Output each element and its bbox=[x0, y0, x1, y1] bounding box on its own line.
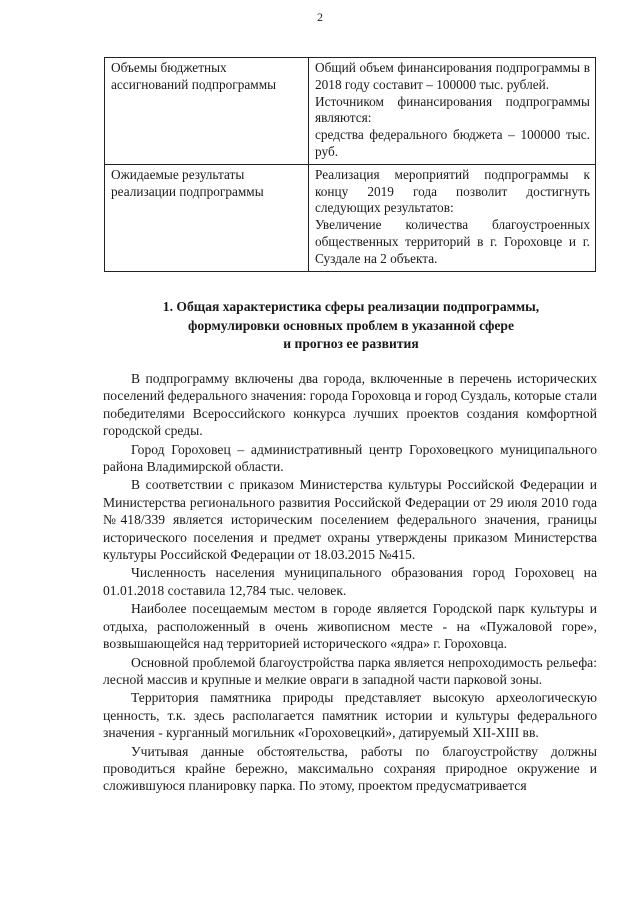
funding-source-text: Источником финансирования подпрограммы являются: bbox=[315, 93, 590, 126]
table-row bbox=[105, 164, 596, 271]
paragraph-park-problem: Основной проблемой благоустройства парка является непроходимость рельефа: лесной массив и крупные и мелкие овраги в западной части парковой зоны. bbox=[103, 654, 597, 687]
paragraph-careful-works: Учитывая данные обстоятельства, работы по благоустройству должны проводиться крайне бережно, максимально сохраняя природное окружение и сложившуюся планировку парка. По этому, проектом предусматривается bbox=[103, 743, 597, 794]
section-heading bbox=[104, 298, 598, 354]
table-row bbox=[105, 58, 596, 165]
section-heading-line: формулировки основных проблем в указанной сфере bbox=[187, 317, 515, 333]
section-body bbox=[103, 370, 597, 795]
section-heading-line: и прогноз ее развития bbox=[283, 336, 419, 351]
expected-results-value bbox=[309, 164, 596, 271]
page-number: 2 bbox=[317, 10, 323, 24]
results-intro-text: Реализация мероприятий подпрограммы к концу 2019 года позволит достигнуть следующих результатов: bbox=[315, 166, 590, 216]
section-heading-line: 1. Общая характеристика сферы реализации подпрограммы, bbox=[162, 299, 540, 314]
paragraph-gorokhovets-center: Город Гороховец – административный центр Гороховецкого муниципального района Владимирской области. bbox=[103, 441, 597, 475]
budget-allocations-value bbox=[309, 58, 596, 165]
paragraph-city-park: Наиболее посещаемым местом в городе является Городской парк культуры и отдыха, расположенный в очень живописном месте - на «Пужаловой горе», возвышающейся над территорией исторического «ядра» г. Гороховца. bbox=[103, 601, 597, 652]
paragraph-population: Численность населения муниципального образования город Гороховец на 01.01.2018 составила 12,784 тыс. человек. bbox=[103, 565, 597, 598]
budget-total-text: Общий объем финансирования подпрограммы в 2018 году составит – 100000 тыс. рублей. bbox=[315, 60, 590, 92]
results-detail-text: Увеличение количества благоустроенных общественных территорий в г. Гороховце и г. Суздале на 2 объекта. bbox=[315, 217, 590, 266]
subprogram-passport-table bbox=[104, 57, 596, 272]
paragraph-historic-settlement: В соответствии с приказом Министерства культуры Российской Федерации и Министерства регионального развития Российской Федерации от 29 июля 2010 года №418/339 является историческим поселением федерального значения, границы исторического поселения и предмет охраны утверждены приказом Министерства культуры Российской Федерации от 18.03.2015 №415. bbox=[103, 477, 597, 563]
federal-budget-text: средства федерального бюджета – 100000 тыс. руб. bbox=[315, 127, 590, 159]
expected-results-label: Ожидаемые результаты реализации подпрограммы bbox=[105, 164, 309, 271]
paragraph-cities-included: В подпрограмму включены два города, включенные в перечень исторических поселений федерального значения: города Гороховца и город Суздаль, которые стали победителями Всероссийского конкурса лучших проектов создания комфортной городской среды. bbox=[103, 371, 597, 439]
budget-allocations-label: Объемы бюджетных ассигнований подпрограммы bbox=[105, 58, 309, 165]
paragraph-archaeological-value: Территория памятника природы представляет высокую археологическую ценность, т.к. здесь располагается памятник истории и культуры федерального значения - курганный могильник «Гороховецкий», датируемый XII-XIII вв. bbox=[103, 690, 597, 741]
